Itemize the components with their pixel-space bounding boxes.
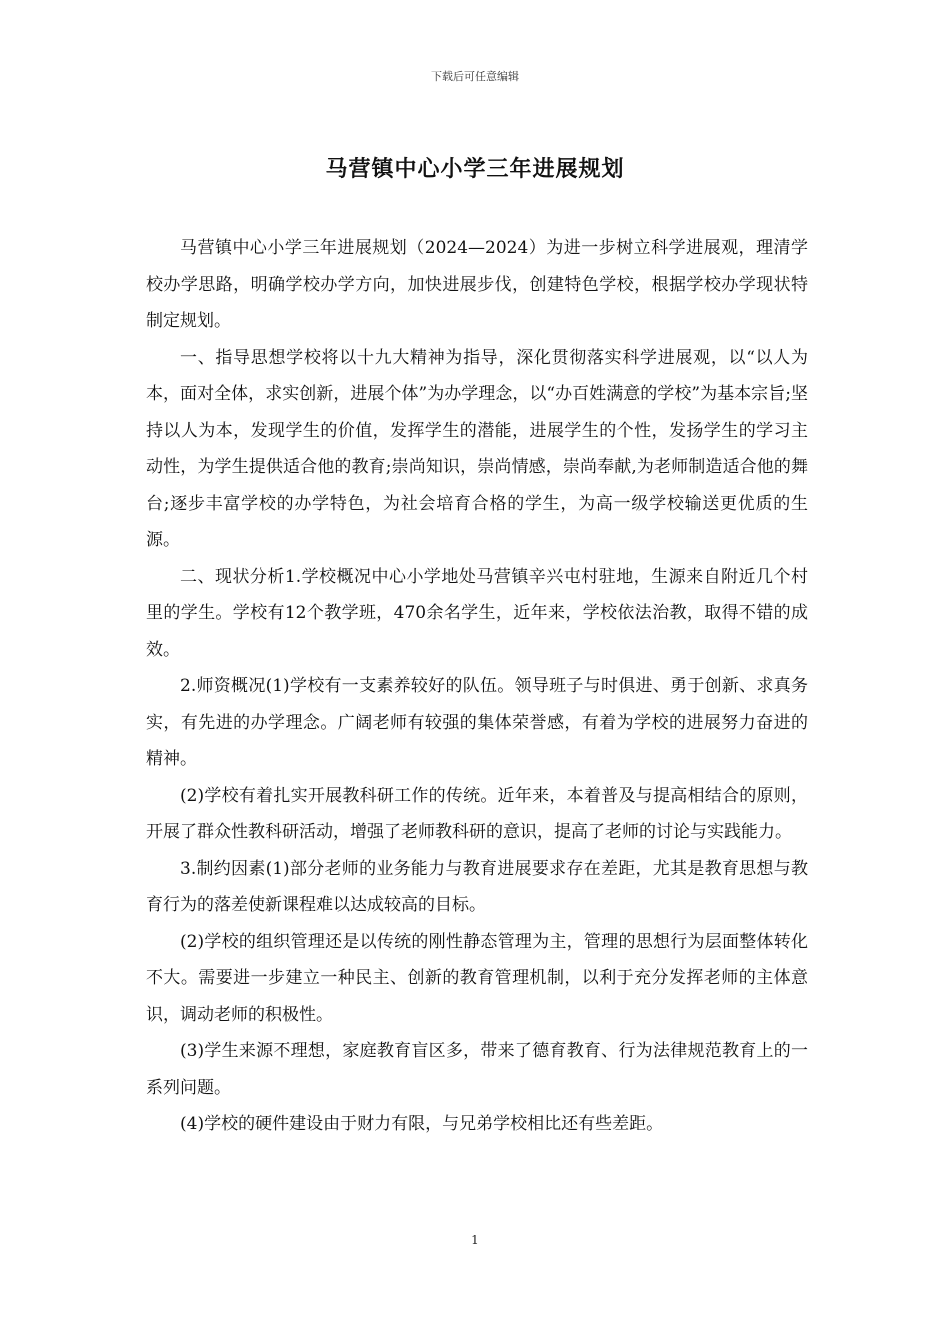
document-body <box>146 230 808 1143</box>
paragraph: 3.制约因素(1)部分老师的业务能力与教育进展要求存在差距，尤其是教育思想与教育行为的落差使新课程难以达成较高的目标。 <box>146 858 808 915</box>
paragraph: (3)学生来源不理想，家庭教育盲区多，带来了德育教育、行为法律规范教育上的一系列问题。 <box>146 1041 808 1098</box>
paragraph: 马营镇中心小学三年进展规划（2024—2024）为进一步树立科学进展观，理清学校办学思路，明确学校办学方向，加快进展步伐，创建特色学校，根据学校办学现状特制定规划。 <box>146 238 808 331</box>
paragraph: (2)学校有着扎实开展教科研工作的传统。近年来，本着普及与提高相结合的原则，开展了群众性教科研活动，增强了老师教科研的意识，提高了老师的讨论与实践能力。 <box>146 785 808 842</box>
page-title: 马营镇中心小学三年进展规划 <box>325 157 625 182</box>
page-number: 1 <box>471 1233 479 1247</box>
paragraph: (2)学校的组织管理还是以传统的刚性静态管理为主，管理的思想行为层面整体转化不大。需要进一步建立一种民主、创新的教育管理机制，以利于充分发挥老师的主体意识，调动老师的积极性。 <box>146 931 808 1025</box>
paragraph: (4)学校的硬件建设由于财力有限，与兄弟学校相比还有些差距。 <box>180 1114 664 1134</box>
paragraph: 2.师资概况(1)学校有一支素养较好的队伍。领导班子与时俱进、勇于创新、求真务实，有先进的办学理念。广阔老师有较强的集体荣誉感，有着为学校的进展努力奋进的精神。 <box>146 676 808 769</box>
header-note: 下载后可任意编辑 <box>431 70 519 83</box>
paragraph: 一、指导思想学校将以十九大精神为指导，深化贯彻落实科学进展观，以“以人为本，面对全体，求实创新，进展个体”为办学理念，以“办百姓满意的学校”为基本宗旨;坚持以人为本，发现学生的价值，发挥学生的潜能，进展学生的个性，发扬学生的学习主动性，为学生提供适合他的教育;崇尚知识，崇尚情感，崇尚奉献,为老师制造适合他的舞台;逐步丰富学校的办学特色，为社会培育合格的学生，为高一级学校输送更优质的生源。 <box>146 347 808 550</box>
paragraph: 二、现状分析1.学校概况中心小学地处马营镇辛兴屯村驻地，生源来自附近几个村里的学生。学校有12个教学班，470余名学生，近年来，学校依法治教，取得不错的成效。 <box>146 566 808 660</box>
